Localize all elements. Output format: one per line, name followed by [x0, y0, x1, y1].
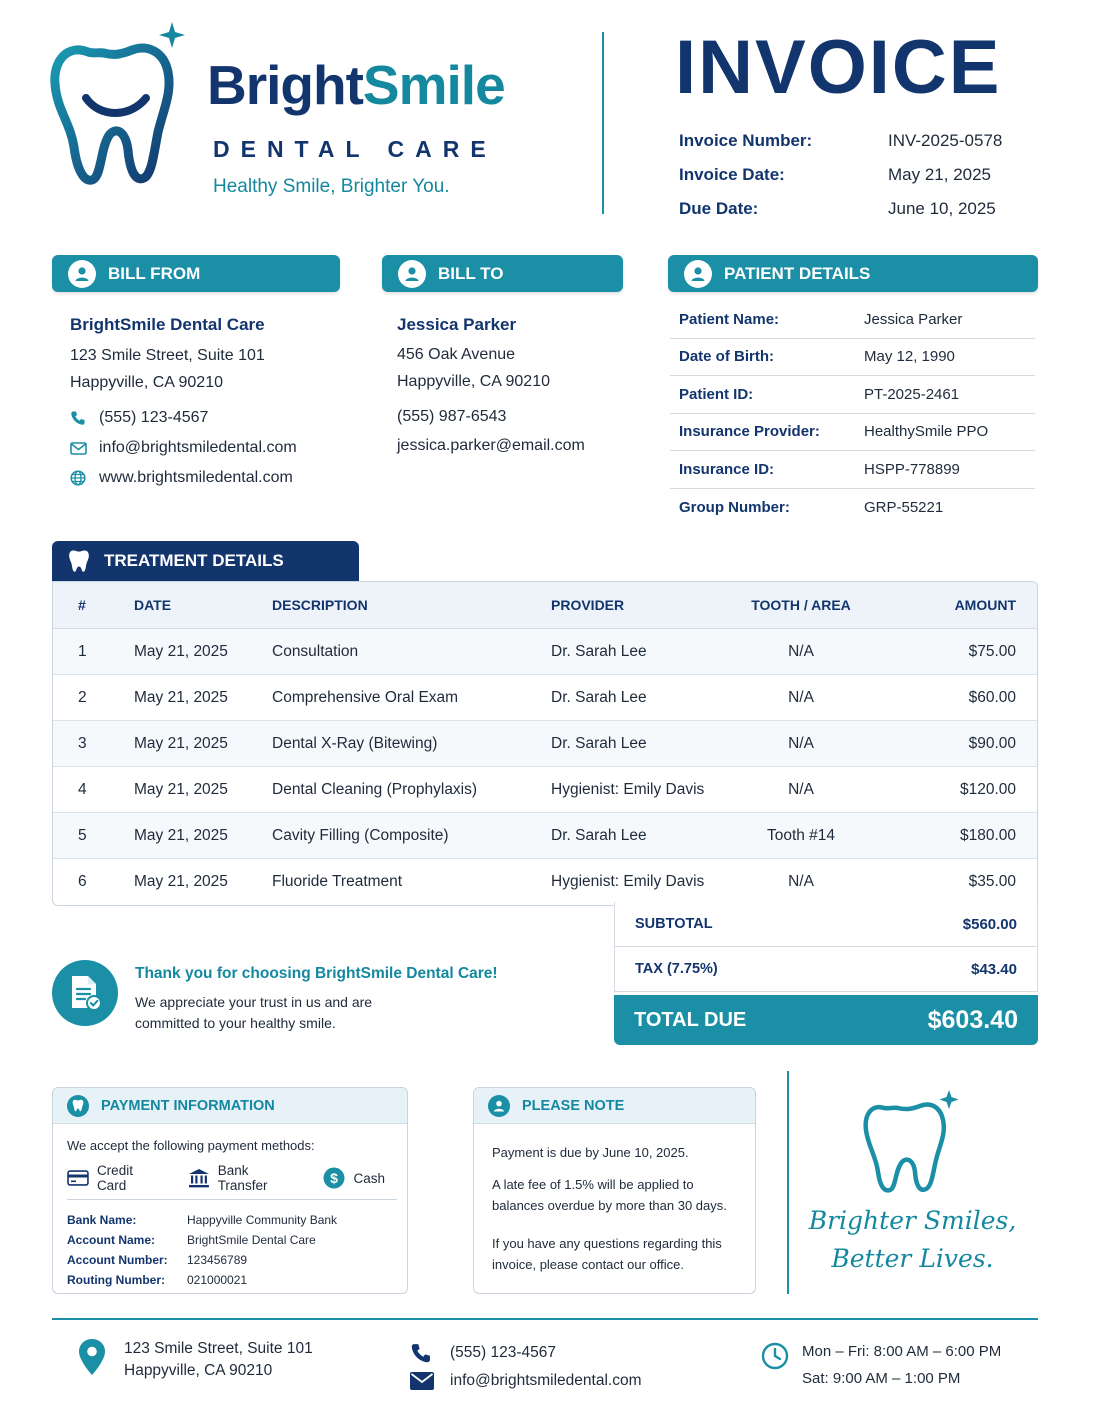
subtotal-value: $560.00	[962, 915, 1017, 933]
cell-provider: Dr. Sarah Lee	[551, 642, 647, 660]
cell-amount: $120.00	[959, 780, 1016, 798]
treatment-table	[52, 581, 1038, 906]
note-line: invoice, please contact our office.	[492, 1257, 684, 1272]
invoice-meta-value: June 10, 2025	[888, 199, 996, 218]
patient-value: PT-2025-2461	[864, 385, 960, 403]
user-icon	[398, 260, 426, 288]
bill-from-address1: 123 Smile Street, Suite 101	[70, 347, 265, 364]
table-row	[53, 813, 1037, 859]
bill-to-address1: 456 Oak Avenue	[397, 346, 516, 363]
bank-value: BrightSmile Dental Care	[187, 1233, 316, 1247]
cell-provider: Dr. Sarah Lee	[551, 826, 647, 844]
invoice-meta-label: Due Date:	[679, 199, 759, 218]
cell-tooth: N/A	[788, 873, 814, 890]
clock-icon	[761, 1342, 789, 1370]
cell-description: Dental Cleaning (Prophylaxis)	[272, 780, 478, 798]
patient-label: Patient Name:	[679, 310, 780, 328]
footer-hours	[761, 1338, 1001, 1392]
cell-num: 6	[78, 873, 87, 890]
bill-to-email[interactable]: jessica.parker@email.com	[397, 437, 585, 454]
payment-method-bank-transfer	[188, 1163, 302, 1193]
brand-subtitle: DENTAL CARE	[213, 136, 497, 162]
subtotal-label: SUBTOTAL	[635, 916, 713, 932]
bill-from-block	[70, 316, 297, 493]
cell-num: 5	[78, 826, 87, 844]
footer-email[interactable]: info@brightsmiledental.com	[450, 1371, 642, 1389]
cell-provider: Dr. Sarah Lee	[551, 734, 647, 752]
due-date-row	[679, 192, 1039, 226]
col-header-num: #	[78, 597, 86, 613]
cell-num: 1	[78, 642, 87, 660]
invoice-meta-label: Invoice Number:	[679, 131, 813, 150]
cell-amount: $90.00	[968, 734, 1016, 752]
bank-label: Account Name:	[67, 1233, 156, 1247]
phone-icon	[410, 1342, 432, 1364]
invoice-date-row	[679, 158, 1039, 192]
cell-description: Cavity Filling (Composite)	[272, 826, 449, 844]
payment-method-credit-card	[67, 1163, 166, 1193]
user-icon	[488, 1095, 510, 1117]
footer-address-line: 123 Smile Street, Suite 101	[124, 1340, 313, 1357]
bank-value: 021000021	[187, 1273, 248, 1287]
treatment-table-body	[53, 629, 1037, 905]
col-header-provider: PROVIDER	[551, 597, 625, 613]
patient-details-header	[668, 255, 1038, 292]
mail-icon	[70, 442, 99, 455]
bank-value: 123456789	[187, 1253, 248, 1267]
bank-row	[67, 1230, 407, 1250]
slogan-line: Better Lives.	[831, 1244, 994, 1273]
cell-amount: $180.00	[959, 826, 1016, 844]
patient-value: May 12, 1990	[864, 348, 955, 366]
tax-label: TAX (7.75%)	[635, 961, 718, 977]
tooth-icon	[67, 1095, 89, 1117]
mail-icon	[410, 1372, 434, 1390]
dollar-icon	[323, 1167, 345, 1189]
table-row	[53, 859, 1037, 905]
footer-email-row[interactable]	[410, 1367, 642, 1394]
please-note-header	[474, 1088, 755, 1124]
bank-label: Bank Name:	[67, 1213, 137, 1227]
patient-label: Group Number:	[679, 498, 790, 516]
location-pin-icon	[78, 1338, 106, 1376]
bill-from-title: BILL FROM	[108, 263, 201, 283]
footer-divider	[52, 1318, 1038, 1320]
slogan	[800, 1202, 1025, 1278]
table-row	[53, 721, 1037, 767]
bank-value: Happyville Community Bank	[187, 1213, 338, 1227]
bill-from-name: BrightSmile Dental Care	[70, 315, 265, 334]
patient-label: Patient ID:	[679, 385, 754, 403]
footer-address	[78, 1338, 313, 1382]
please-note-box	[473, 1087, 756, 1294]
total-due-row	[614, 995, 1038, 1045]
cell-tooth: N/A	[788, 780, 814, 798]
payment-method-cash	[323, 1167, 385, 1189]
payment-info-title: PAYMENT INFORMATION	[101, 1097, 275, 1114]
patient-details-title: PATIENT DETAILS	[724, 263, 871, 283]
payment-intro: We accept the following payment methods:	[67, 1138, 315, 1153]
phone-icon	[70, 410, 99, 426]
side-divider	[787, 1071, 789, 1294]
patient-row	[670, 339, 1035, 377]
invoice-number-row	[679, 124, 1039, 158]
tax-value: $43.40	[971, 960, 1017, 978]
subtotal-row	[614, 902, 1038, 947]
payment-info-box	[52, 1087, 408, 1294]
col-header-amount: AMOUNT	[954, 597, 1016, 613]
cell-description: Consultation	[272, 642, 359, 660]
cell-tooth: N/A	[788, 688, 814, 706]
cell-tooth: N/A	[788, 642, 814, 660]
globe-icon	[70, 470, 99, 486]
patient-row	[670, 489, 1035, 527]
treatment-table-header	[53, 582, 1037, 629]
patient-details-table	[670, 301, 1035, 526]
brand-name-part1: Bright	[207, 54, 363, 116]
thank-you-line: committed to your healthy smile.	[135, 1015, 336, 1031]
thank-you-line: We appreciate your trust in us and are	[135, 994, 373, 1010]
footer-hours-line: Mon – Fri: 8:00 AM – 6:00 PM	[802, 1343, 1002, 1360]
cell-amount: $75.00	[968, 642, 1016, 660]
footer-contact	[410, 1339, 642, 1394]
table-row	[53, 675, 1037, 721]
cell-tooth: N/A	[788, 734, 814, 752]
cell-date: May 21, 2025	[134, 780, 228, 798]
payment-methods	[67, 1163, 407, 1193]
bill-to-name: Jessica Parker	[397, 315, 517, 334]
bill-from-email[interactable]: info@brightsmiledental.com	[99, 439, 297, 456]
footer-hours-line: Sat: 9:00 AM – 1:00 PM	[802, 1370, 961, 1387]
col-header-tooth-area: TOOTH / AREA	[751, 597, 851, 613]
cell-description: Dental X-Ray (Bitewing)	[272, 734, 438, 752]
cell-amount: $35.00	[968, 873, 1016, 890]
tooth-logo-icon	[48, 22, 188, 187]
bill-from-address2: Happyville, CA 90210	[70, 374, 223, 391]
cell-provider: Dr. Sarah Lee	[551, 688, 647, 706]
note-line: balances overdue by more than 30 days.	[492, 1198, 727, 1213]
cell-provider: Hygienist: Emily Davis	[551, 873, 705, 890]
cell-description: Comprehensive Oral Exam	[272, 688, 459, 706]
bank-row	[67, 1270, 407, 1290]
table-row	[53, 767, 1037, 813]
patient-value: HealthySmile PPO	[864, 423, 989, 441]
bill-to-address2: Happyville, CA 90210	[397, 373, 550, 390]
tooth-sparkle-icon	[862, 1090, 962, 1194]
bill-to-block	[397, 316, 585, 454]
cell-description: Fluoride Treatment	[272, 873, 403, 890]
bill-from-website-row[interactable]	[70, 463, 297, 493]
document-check-icon	[52, 960, 118, 1026]
tooth-icon	[68, 549, 90, 573]
footer-address-line: Happyville, CA 90210	[124, 1362, 273, 1379]
cell-date: May 21, 2025	[134, 688, 228, 706]
svg-text:$: $	[330, 1170, 339, 1186]
total-due-label: TOTAL DUE	[634, 1008, 747, 1031]
patient-value: GRP-55221	[864, 498, 944, 516]
col-header-description: DESCRIPTION	[272, 597, 368, 613]
payment-method-label: Bank Transfer	[217, 1163, 268, 1193]
invoice-meta-value: May 21, 2025	[888, 165, 992, 184]
cell-provider: Hygienist: Emily Davis	[551, 780, 705, 798]
bill-to-header	[382, 255, 623, 292]
cell-date: May 21, 2025	[134, 642, 228, 660]
invoice-meta	[679, 124, 1039, 226]
patient-label: Insurance Provider:	[679, 423, 820, 441]
bill-to-title: BILL TO	[438, 263, 504, 283]
total-due-value: $603.40	[927, 1005, 1018, 1034]
note-paragraph	[492, 1233, 737, 1275]
bank-row	[67, 1250, 407, 1270]
slogan-line: Brighter Smiles,	[808, 1206, 1017, 1235]
cell-num: 3	[78, 734, 87, 752]
note-line: A late fee of 1.5% will be applied to	[492, 1177, 694, 1192]
patient-label: Insurance ID:	[679, 460, 775, 478]
bank-label: Routing Number:	[67, 1273, 165, 1287]
brand-name	[207, 54, 505, 116]
bill-to-phone: (555) 987-6543	[397, 408, 507, 425]
bill-from-phone-row	[70, 403, 297, 433]
footer-phone-row	[410, 1339, 642, 1366]
user-icon	[684, 260, 712, 288]
patient-value: Jessica Parker	[864, 310, 963, 328]
bill-from-phone: (555) 123-4567	[99, 409, 209, 426]
note-paragraph	[492, 1174, 737, 1216]
cell-date: May 21, 2025	[134, 826, 228, 844]
cell-date: May 21, 2025	[134, 734, 228, 752]
thank-you-body	[135, 992, 435, 1034]
cell-amount: $60.00	[968, 688, 1016, 706]
payment-method-label: Cash	[353, 1170, 385, 1186]
bill-from-website[interactable]: www.brightsmiledental.com	[99, 469, 293, 486]
payment-method-label: Credit Card	[96, 1163, 133, 1193]
patient-row	[670, 301, 1035, 339]
invoice-meta-label: Invoice Date:	[679, 165, 785, 184]
patient-value: HSPP-778899	[864, 460, 960, 478]
table-row	[53, 629, 1037, 675]
thank-you-title: Thank you for choosing BrightSmile Dental Care!	[135, 965, 498, 982]
patient-row	[670, 376, 1035, 414]
bill-from-header	[52, 255, 340, 292]
tax-row	[614, 947, 1038, 992]
patient-label: Date of Birth:	[679, 348, 774, 366]
footer-phone: (555) 123-4567	[450, 1343, 556, 1361]
patient-row	[670, 414, 1035, 452]
header-divider	[602, 32, 604, 214]
patient-row	[670, 451, 1035, 489]
note-line: If you have any questions regarding this	[492, 1236, 722, 1251]
bill-from-email-row[interactable]	[70, 433, 297, 463]
brand-name-part2: Smile	[362, 54, 505, 116]
user-icon	[68, 260, 96, 288]
treatment-details-tab	[52, 541, 359, 581]
note-paragraph: Payment is due by June 10, 2025.	[492, 1145, 689, 1160]
bank-label: Account Number:	[67, 1253, 168, 1267]
treatment-details-title: TREATMENT DETAILS	[104, 551, 284, 570]
brand-tagline: Healthy Smile, Brighter You.	[213, 176, 450, 197]
cell-num: 4	[78, 780, 87, 798]
totals-block	[614, 902, 1038, 1045]
bank-icon	[188, 1168, 210, 1188]
payment-divider	[67, 1199, 397, 1200]
credit-card-icon	[67, 1170, 89, 1186]
col-header-date: DATE	[134, 597, 172, 613]
invoice-title: INVOICE	[675, 25, 1002, 110]
cell-date: May 21, 2025	[134, 873, 228, 890]
payment-info-header	[53, 1088, 407, 1124]
please-note-body	[474, 1124, 755, 1275]
cell-num: 2	[78, 688, 87, 706]
bank-row	[67, 1210, 407, 1230]
bank-details	[67, 1210, 407, 1290]
invoice-meta-value: INV-2025-0578	[888, 131, 1003, 150]
please-note-title: PLEASE NOTE	[522, 1097, 625, 1114]
cell-tooth: Tooth #14	[766, 826, 836, 844]
